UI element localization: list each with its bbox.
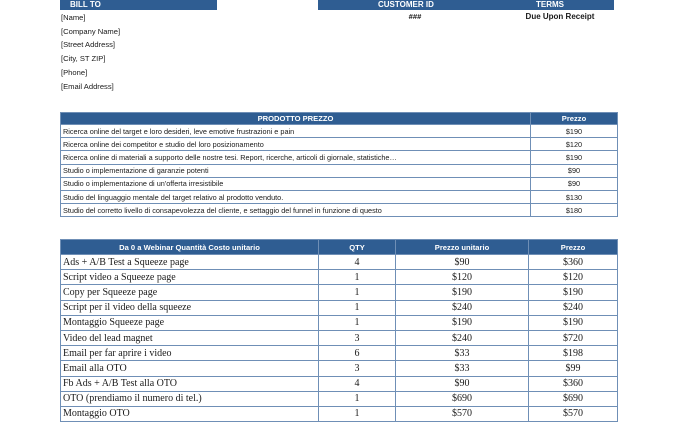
item-unit-price: $690 <box>396 391 529 406</box>
item-price: $180 <box>531 204 618 217</box>
item-price: $570 <box>529 406 618 421</box>
item-unit-price: $90 <box>396 376 529 391</box>
bill-to-line: [Email Address] <box>61 81 114 91</box>
table-row <box>61 270 618 285</box>
item-description: Ricerca online del target e loro desideri, leve emotive frustrazioni e pain <box>61 125 531 138</box>
item-price: $120 <box>529 270 618 285</box>
item-unit-price: $190 <box>396 285 529 300</box>
item-description: Script per il video della squeeze <box>61 300 319 315</box>
customer-id-header <box>318 0 614 10</box>
item-price: $198 <box>529 346 618 361</box>
bill-to-header <box>60 0 217 10</box>
item-unit-price: $570 <box>396 406 529 421</box>
table-row <box>61 376 618 391</box>
col-qty-header: QTY <box>319 240 396 255</box>
item-qty: 1 <box>319 315 396 330</box>
item-price: $690 <box>529 391 618 406</box>
item-description: Montaggio Squeeze page <box>61 315 319 330</box>
bill-to-line: [Company Name] <box>61 26 121 36</box>
item-price: $130 <box>531 190 618 203</box>
item-description: Email per far aprire i video <box>61 346 319 361</box>
item-price: $190 <box>531 151 618 164</box>
item-description: Studio del corretto livello di consapevolezza del cliente, e settaggio del funnel in funzione di questo <box>61 204 531 217</box>
table-row <box>61 315 618 330</box>
table-row <box>61 330 618 345</box>
table-row <box>61 346 618 361</box>
research-table <box>60 112 618 217</box>
item-description: Studio o implementazione di un'offerta irresistibile <box>61 177 531 190</box>
item-price: $120 <box>531 138 618 151</box>
item-description: Email alla OTO <box>61 361 319 376</box>
col-description-header: Da 0 a Webinar Quantità Costo unitario <box>61 240 319 255</box>
item-qty: 4 <box>319 255 396 270</box>
item-qty: 1 <box>319 391 396 406</box>
item-qty: 1 <box>319 285 396 300</box>
table-row <box>61 204 618 217</box>
table-row <box>61 255 618 270</box>
item-qty: 3 <box>319 330 396 345</box>
bill-to-line: [City, ST ZIP] <box>61 54 106 64</box>
bill-to-line: [Street Address] <box>61 40 116 50</box>
item-description: OTO (prendiamo il numero di tel.) <box>61 391 319 406</box>
item-description: Ricerca online dei competitor e studio del loro posizionamento <box>61 138 531 151</box>
customer-id-value: ### <box>408 12 422 21</box>
terms-label: TERMS <box>536 0 564 9</box>
table-row <box>61 406 618 421</box>
table-header-row <box>61 113 618 125</box>
item-qty: 1 <box>319 300 396 315</box>
col-price-header: Prezzo <box>529 240 618 255</box>
item-unit-price: $120 <box>396 270 529 285</box>
item-qty: 1 <box>319 270 396 285</box>
item-price: $99 <box>529 361 618 376</box>
terms-value: Due Upon Receipt <box>525 12 595 21</box>
item-unit-price: $190 <box>396 315 529 330</box>
item-price: $360 <box>529 255 618 270</box>
bill-to-label: BILL TO <box>70 0 101 9</box>
webinar-table <box>60 239 618 422</box>
item-price: $190 <box>529 285 618 300</box>
table-row <box>61 285 618 300</box>
item-unit-price: $240 <box>396 300 529 315</box>
item-qty: 6 <box>319 346 396 361</box>
item-description: Ricerca online di materiali a supporto delle nostre tesi. Report, ricerche, articoli di giornale, statistiche… <box>61 151 531 164</box>
table-row <box>61 361 618 376</box>
bill-to-line: [Phone] <box>61 67 88 77</box>
table-header-row <box>61 240 618 255</box>
item-qty: 1 <box>319 406 396 421</box>
item-price: $190 <box>529 315 618 330</box>
item-description: Script video a Squeeze page <box>61 270 319 285</box>
bill-to-line: [Name] <box>61 13 86 22</box>
item-price: $90 <box>531 164 618 177</box>
item-price: $190 <box>531 125 618 138</box>
col-unit-price-header: Prezzo unitario <box>396 240 529 255</box>
item-description: Copy per Squeeze page <box>61 285 319 300</box>
customer-id-label: CUSTOMER ID <box>378 0 434 9</box>
item-description: Ads + A/B Test a Squeeze page <box>61 255 319 270</box>
item-description: Studio o implementazione di garanzie potenti <box>61 164 531 177</box>
table-row <box>61 190 618 203</box>
item-description: Montaggio OTO <box>61 406 319 421</box>
table-row <box>61 125 618 138</box>
item-unit-price: $33 <box>396 346 529 361</box>
col-price-header: Prezzo <box>531 113 618 125</box>
table-row <box>61 391 618 406</box>
table-row <box>61 138 618 151</box>
col-product-header: PRODOTTO PREZZO <box>61 113 531 125</box>
item-price: $360 <box>529 376 618 391</box>
item-qty: 4 <box>319 376 396 391</box>
item-price: $240 <box>529 300 618 315</box>
table-row <box>61 177 618 190</box>
table-row <box>61 151 618 164</box>
table-row <box>61 164 618 177</box>
item-price: $90 <box>531 177 618 190</box>
bill-to-address <box>61 11 120 93</box>
table-row <box>61 300 618 315</box>
item-price: $720 <box>529 330 618 345</box>
item-description: Video del lead magnet <box>61 330 319 345</box>
item-unit-price: $240 <box>396 330 529 345</box>
item-description: Studio del linguaggio mentale del target relativo al prodotto venduto. <box>61 190 531 203</box>
item-description: Fb Ads + A/B Test alla OTO <box>61 376 319 391</box>
item-unit-price: $33 <box>396 361 529 376</box>
item-unit-price: $90 <box>396 255 529 270</box>
item-qty: 3 <box>319 361 396 376</box>
